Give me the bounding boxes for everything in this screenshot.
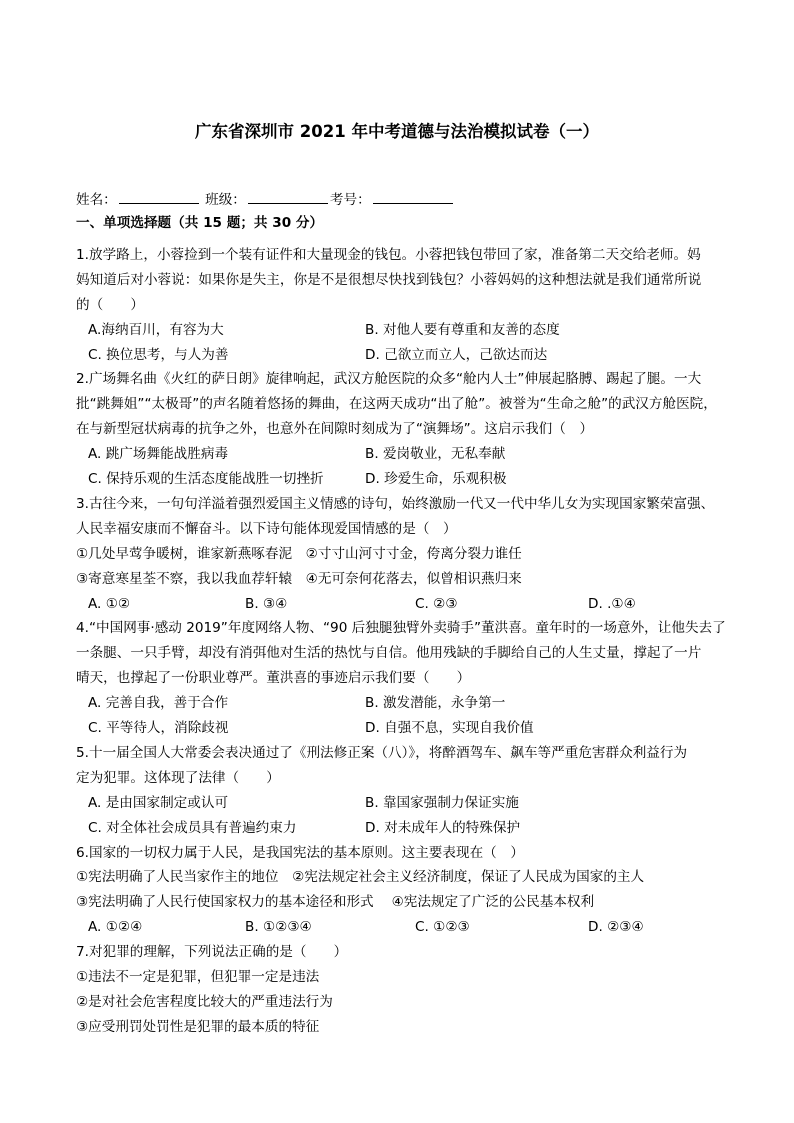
question-stem-line: ③宪法明确了人民行使国家权力的基本途径和形式 ④宪法规定了广泛的公民基本权利 bbox=[76, 894, 595, 910]
question-stem-line: 一条腿、一只手臂，却没有消弭他对生活的热忱与自信。他用残缺的手脚给自己的人生丈量，撑起了一片 bbox=[76, 645, 702, 661]
question-stem-line: 人民幸福安康而不懈奋斗。以下诗句能体现爱国情感的是（ ） bbox=[76, 521, 457, 537]
option-choice[interactable]: B. 激发潜能，永争第一 bbox=[365, 695, 506, 711]
option-choice[interactable]: D. ②③④ bbox=[588, 919, 644, 935]
name-blank bbox=[119, 190, 199, 204]
option-choice[interactable]: D. .①④ bbox=[588, 596, 636, 612]
class-blank bbox=[248, 190, 328, 204]
exam-title: 广东省深圳市 2021 年中考道德与法治模拟试卷（一） bbox=[195, 122, 599, 141]
question-stem: 5.十一届全国人大常委会表决通过了《刑法修正案（八）》，将醉酒驾车、飙车等严重危害群众利益行为 bbox=[76, 745, 688, 761]
question-stem-line: ①宪法明确了人民当家作主的地位 ②宪法规定社会主义经济制度，保证了人民成为国家的主人 bbox=[76, 869, 645, 885]
option-choice[interactable]: B. 对他人要有尊重和友善的态度 bbox=[365, 322, 560, 338]
option-choice[interactable]: A. 完善自我，善于合作 bbox=[88, 695, 229, 711]
question-stem-line: 定为犯罪。这体现了法律（ ） bbox=[76, 770, 280, 786]
question-stem-line: 批“跳舞姐”“太极哥”的声名随着悠扬的舞曲，在这两天成功“出了舱”。被誉为“生命之舱”的武汉方舱医院， bbox=[76, 396, 717, 412]
question-stem: 7.对犯罪的理解，下列说法正确的是（ ） bbox=[76, 944, 348, 960]
option-choice[interactable]: C. ①②③ bbox=[415, 919, 470, 935]
option-choice[interactable]: A.海纳百川，有容为大 bbox=[88, 322, 224, 338]
student-info-row bbox=[76, 190, 455, 210]
question-stem-line: 晴天，也撑起了一份职业尊严。董洪喜的事迹启示我们要（ ） bbox=[76, 670, 471, 686]
class-label: 班级： bbox=[205, 192, 246, 208]
option-choice[interactable]: D. 己欲立而立人，己欲达而达 bbox=[365, 347, 548, 363]
option-choice[interactable]: B. ③④ bbox=[245, 596, 288, 612]
option-choice[interactable]: B. ①②③④ bbox=[245, 919, 312, 935]
question-stem-line: ②是对社会危害程度比较大的严重违法行为 bbox=[76, 994, 333, 1010]
question-stem: 6.国家的一切权力属于人民，是我国宪法的基本原则。这主要表现在（ ） bbox=[76, 845, 524, 861]
option-choice[interactable]: C. 换位思考，与人为善 bbox=[88, 347, 229, 363]
question-stem-line: ③应受刑罚处罚性是犯罪的最本质的特征 bbox=[76, 1019, 320, 1035]
option-choice[interactable]: A. 是由国家制定或认可 bbox=[88, 795, 229, 811]
option-choice[interactable]: C. ②③ bbox=[415, 596, 458, 612]
option-choice[interactable]: A. ①② bbox=[88, 596, 131, 612]
option-choice[interactable]: D. 珍爱生命，乐观积极 bbox=[365, 471, 507, 487]
question-stem-line: 的（ ） bbox=[76, 297, 144, 313]
option-choice[interactable]: B. 爱岗敬业，无私奉献 bbox=[365, 446, 506, 462]
question-stem: 2.广场舞名曲《火红的萨日朗》旋律响起，武汉方舱医院的众多“舱内人士”伸展起胳膊、踢起了腿。一大 bbox=[76, 371, 702, 387]
question-stem: 3.古往今来，一句句洋溢着强烈爱国主义情感的诗句，始终激励一代又一代中华儿女为实现国家繁荣富强、 bbox=[76, 496, 715, 512]
question-stem-line: ③寄意寒星荃不察，我以我血荐轩辕 ④无可奈何花落去，似曾相识燕归来 bbox=[76, 571, 522, 587]
option-choice[interactable]: D. 对未成年人的特殊保护 bbox=[365, 820, 521, 836]
exam-number-label: 考号： bbox=[329, 192, 371, 208]
option-choice[interactable]: A. ①②④ bbox=[88, 919, 143, 935]
question-stem: 4.“中国网事·感动 2019”年度网络人物、“90 后独腿独臂外卖骑手”董洪喜。童年时的一场意外，让他失去了 bbox=[76, 620, 726, 636]
option-choice[interactable]: A. 跳广场舞能战胜病毒 bbox=[88, 446, 229, 462]
option-choice[interactable]: D. 自强不息，实现自我价值 bbox=[365, 720, 534, 736]
question-stem-line: ①违法不一定是犯罪，但犯罪一定是违法 bbox=[76, 969, 320, 985]
option-choice[interactable]: C. 保持乐观的生活态度能战胜一切挫折 bbox=[88, 471, 324, 487]
exam-number-blank bbox=[373, 190, 453, 204]
option-choice[interactable]: C. 平等待人，消除歧视 bbox=[88, 720, 229, 736]
option-choice[interactable]: B. 靠国家强制力保证实施 bbox=[365, 795, 519, 811]
section-heading: 一、单项选择题（共 15 题；共 30 分） bbox=[76, 215, 324, 231]
question-stem: 1.放学路上，小蓉捡到一个装有证件和大量现金的钱包。小蓉把钱包带回了家，准备第二天交给老师。妈 bbox=[76, 247, 701, 263]
question-stem-line: 在与新型冠状病毒的抗争之外，也意外在间隙时刻成为了“演舞场”。这启示我们（ ） bbox=[76, 421, 594, 437]
question-stem-line: ①几处早莺争暖树，谁家新燕啄春泥 ②寸寸山河寸寸金，侉离分裂力谁任 bbox=[76, 546, 522, 562]
option-choice[interactable]: C. 对全体社会成员具有普遍约束力 bbox=[88, 820, 297, 836]
name-label: 姓名： bbox=[76, 192, 117, 208]
question-stem-line: 妈知道后对小蓉说：如果你是失主，你是不是很想尽快找到钱包？小蓉妈妈的这种想法就是我们通常所说 bbox=[76, 272, 702, 288]
